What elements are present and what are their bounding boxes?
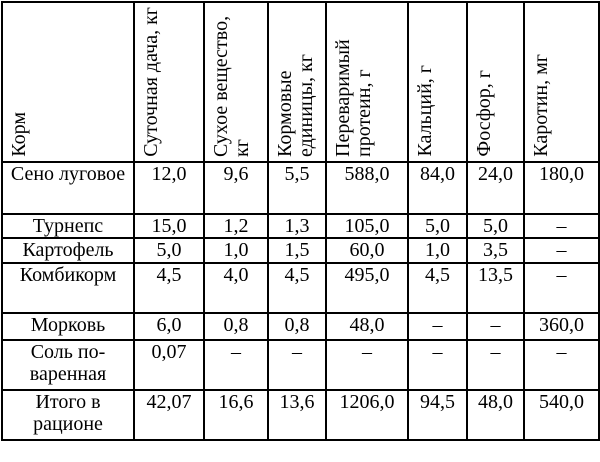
- feed-name: Морковь: [2, 313, 134, 340]
- cell-value: –: [268, 340, 326, 390]
- feed-name: Сено луговое: [2, 162, 134, 214]
- cell-value: 3,5: [467, 238, 524, 262]
- feed-name: Итого в рационе: [2, 390, 134, 440]
- cell-value: 4,5: [268, 263, 326, 313]
- header-row: [2, 2, 599, 162]
- cell-value: 1,5: [268, 238, 326, 262]
- cell-value: 4,5: [134, 263, 204, 313]
- cell-value: –: [326, 340, 408, 390]
- cell-value: 588,0: [326, 162, 408, 214]
- cell-value: 360,0: [524, 313, 599, 340]
- header-label: Кормовые единицы, кг: [274, 54, 317, 157]
- header-feed: [2, 2, 134, 162]
- cell-value: 5,0: [467, 214, 524, 238]
- header-dry-matter: [204, 2, 268, 162]
- header-label: Сухое вещество, кг: [210, 15, 253, 157]
- cell-value: 48,0: [467, 390, 524, 440]
- cell-value: 1,3: [268, 214, 326, 238]
- cell-value: –: [524, 263, 599, 313]
- cell-value: 12,0: [134, 162, 204, 214]
- cell-value: 0,8: [268, 313, 326, 340]
- cell-value: 16,6: [204, 390, 268, 440]
- cell-value: 84,0: [408, 162, 467, 214]
- cell-value: –: [467, 313, 524, 340]
- table-row: [2, 238, 599, 262]
- ration-table: [1, 1, 600, 441]
- cell-value: 105,0: [326, 214, 408, 238]
- cell-value: –: [408, 340, 467, 390]
- table-row: [2, 340, 599, 390]
- cell-value: 180,0: [524, 162, 599, 214]
- cell-value: 0,07: [134, 340, 204, 390]
- header-label: Фосфор, г: [473, 70, 495, 157]
- feed-name: Комбикорм: [2, 263, 134, 313]
- cell-value: 5,0: [408, 214, 467, 238]
- cell-value: 1,0: [408, 238, 467, 262]
- feed-name: Картофель: [2, 238, 134, 262]
- header-label: Переваримый протеин, г: [332, 39, 375, 157]
- cell-value: 5,5: [268, 162, 326, 214]
- header-feed-units: [268, 2, 326, 162]
- header-calcium: [408, 2, 467, 162]
- header-carotene: [524, 2, 599, 162]
- cell-value: 4,0: [204, 263, 268, 313]
- cell-value: 42,07: [134, 390, 204, 440]
- table-row: [2, 263, 599, 313]
- cell-value: 1,0: [204, 238, 268, 262]
- table-row: [2, 313, 599, 340]
- cell-value: 5,0: [134, 238, 204, 262]
- cell-value: 94,5: [408, 390, 467, 440]
- feed-name: Турнепс: [2, 214, 134, 238]
- cell-value: 13,6: [268, 390, 326, 440]
- cell-value: –: [204, 340, 268, 390]
- header-phosphorus: [467, 2, 524, 162]
- cell-value: 0,8: [204, 313, 268, 340]
- cell-value: –: [524, 214, 599, 238]
- cell-value: –: [524, 238, 599, 262]
- cell-value: –: [467, 340, 524, 390]
- cell-value: 6,0: [134, 313, 204, 340]
- cell-value: 13,5: [467, 263, 524, 313]
- cell-value: 540,0: [524, 390, 599, 440]
- cell-value: 495,0: [326, 263, 408, 313]
- cell-value: –: [408, 313, 467, 340]
- header-label: Корм: [8, 112, 30, 157]
- header-label: Суточная дача, кг: [140, 7, 162, 157]
- cell-value: 15,0: [134, 214, 204, 238]
- header-daily-ration: [134, 2, 204, 162]
- cell-value: –: [524, 340, 599, 390]
- cell-value: 1,2: [204, 214, 268, 238]
- table-row: [2, 162, 599, 214]
- cell-value: 1206,0: [326, 390, 408, 440]
- header-label: Каротин, мг: [530, 54, 552, 157]
- cell-value: 9,6: [204, 162, 268, 214]
- cell-value: 4,5: [408, 263, 467, 313]
- table-row: [2, 214, 599, 238]
- cell-value: 60,0: [326, 238, 408, 262]
- total-row: [2, 390, 599, 440]
- header-digestible-protein: [326, 2, 408, 162]
- cell-value: 24,0: [467, 162, 524, 214]
- feed-name: Соль поваренная: [2, 340, 134, 390]
- cell-value: 48,0: [326, 313, 408, 340]
- header-label: Кальций, г: [414, 65, 436, 157]
